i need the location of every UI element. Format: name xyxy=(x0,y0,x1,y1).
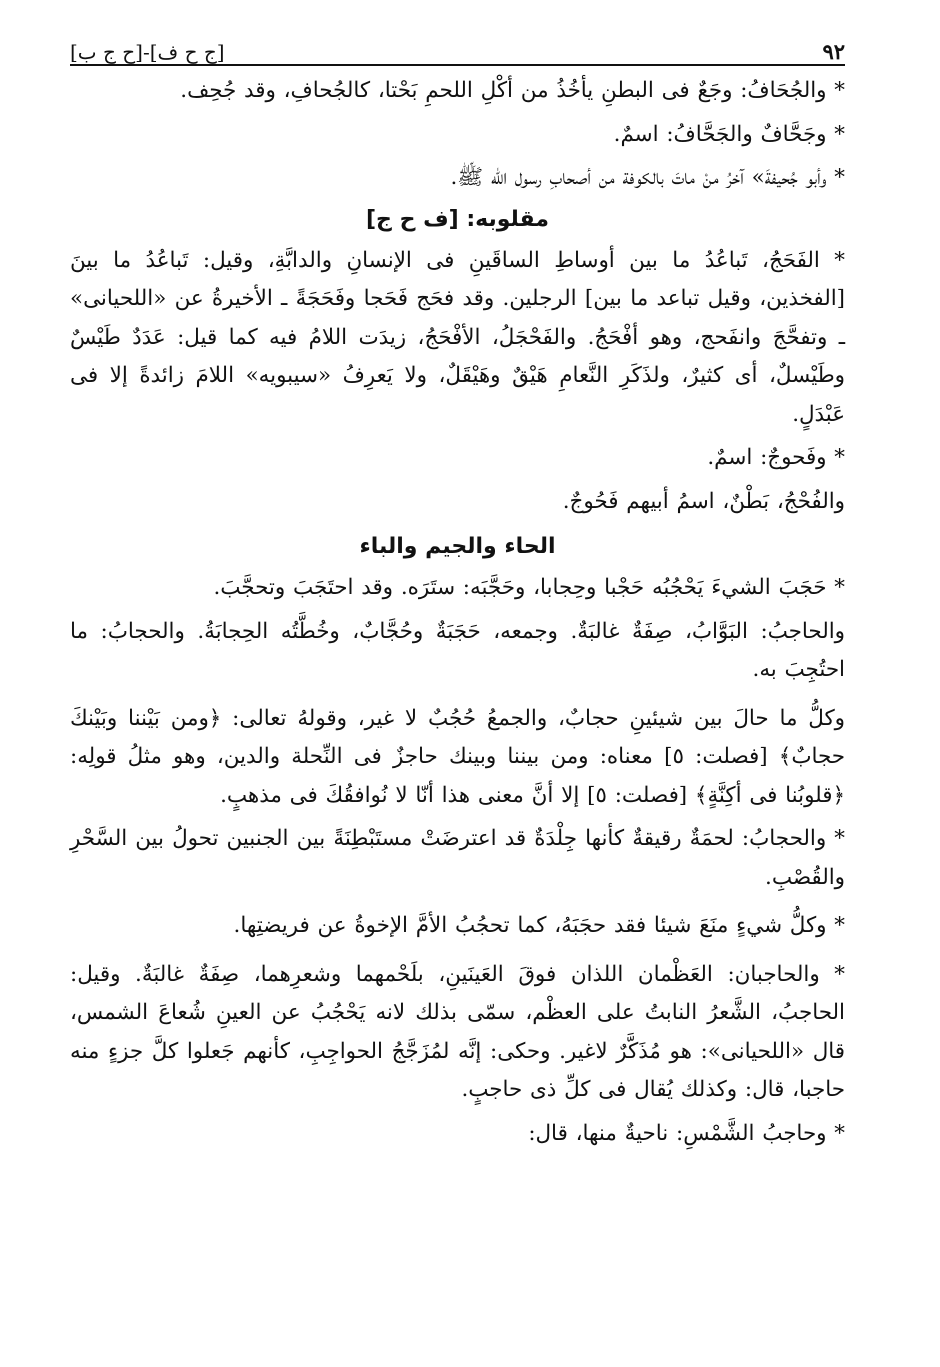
paragraph: * والحاجبان: العَظْمان اللذان فوقَ العَينَينِ، بلَحْمهما وشعرِهما، صِفَةٌ غالبَةٌ. وقيل: الحاجبُ، الشَّعرُ النابتُ على العظْم، سمّى بذلك لانه يَحْجُبُ عن العينِ شُعاعَ الشمس، قال «اللحيانى»: هو مُذَكَّرٌ لاغير. وحكى: إنَّه لمُزَجَّجُ الحواجِبِ، كأنهم جَعلوا كلَّ جزءٍ منه حاجبا، قال: وكذلك يُقال فى كلِّ ذى حاجبٍ. xyxy=(70,961,845,1102)
paragraph: * والجُحَافُ: وجَعٌ فى البطنِ يأخُذُ من أكْلِ اللحمِ بَحْتا، كالجُحافِ، وقد جُحِف. xyxy=(180,78,845,103)
paragraph: وكلُّ ما حالَ بين شيئينِ حجابٌ، والجمعُ حُجُبٌ لا غير، وقولهُ تعالى: ﴿ومن بَيْننا وبَيْنكَ حجابٌ﴾ [فصلت: ٥] معناه: ومن بيننا وبينك حاجزٌ فى النِّحلة والدين، وهو مثلُ قولِه: ﴿قلوبُنا فى أكِنَّةٍ﴾ [فصلت: ٥] إلا أنَّ معنى هذا أنّا لا نُوافقُكَ فى مذهبٍ. xyxy=(70,705,846,808)
paragraph: والحاجبُ: البَوَّابُ، صِفَةٌ غالبَةٌ. وجمعه، حَجَبَةٌ وحُجَّابٌ، وخُطَّتُه الحِجابَةُ. والحجابُ: ما احتُجِبَ به. xyxy=(70,618,845,682)
paragraph: * وأبو جُحيفةَ» آخرُ منْ ماتَ بالكوفة من أصحابِ رسول الله ﷺ. xyxy=(450,165,845,190)
paragraph: * وحاجبُ الشَّمْسِ: ناحيةٌ منها، قال: xyxy=(528,1120,845,1146)
page-body xyxy=(70,72,845,1153)
page xyxy=(70,26,845,1153)
paragraph: * وجَحَّافٌ والجَحَّافُ: اسمٌ. xyxy=(613,121,845,147)
paragraph: * وفَحوجٌ: اسمٌ. xyxy=(707,445,845,470)
running-title: [ج ح ف]-[ح ج ب] xyxy=(70,40,225,64)
section-heading: مقلوبه: [ف ح ج] xyxy=(366,206,549,232)
paragraph: * الفَحَجُ، تَباعُدُ ما بين أوساطِ الساقَينِ فى الإنسانِ والدابَّةِ، وقيل: تَباعُدُ ما بينَ [الفخذين، وقيل تباعد ما بين] الرجلين. وقد فحَج فَحَجا وفَحَجَةً ـ الأخيرةُ عن «اللحيانى» ـ وتفحَّجَ وانفَحج، وهو أفْحَجُ. والفَحْجَلُ، الأفْحَجُ، زيدَت اللامُ فيه كما قيل: عَدَدٌ طَيْسٌ وطَيْسلٌ، أى كثيرٌ، ولذَكَرِ النَّعامِ هَيْقٌ وهَيْقَلٌ، ولا يَعرِفُ «سيبويه» اللامَ زائدةً إلا فى عَبْدَلٍ. xyxy=(70,247,845,427)
section-heading: الحاء والجيم والباء xyxy=(359,534,556,559)
page-header xyxy=(70,26,845,66)
page-number: ٩٢ xyxy=(822,39,845,64)
paragraph: * والحجابُ: لحمَةٌ رقيقةٌ كأنها جِلْدَةٌ قد اعترضَتْ مستَبْطِنَةً بين الجنبين تحولُ بين السَّحْرِ والقُصْبِ. xyxy=(70,826,845,890)
paragraph: * حَجَبَ الشيءَ يَحْجُبُه حَجْبا وحِجابا، وحَجَّبَه: ستَرَه. وقد احتَجَبَ وتحجَّبَ. xyxy=(213,575,845,600)
paragraph: * وكلُّ شيءٍ منَعَ شيئا فقد حجَبَهُ، كما تحجُبُ الأمَّ الإخوةُ عن فريضتِها. xyxy=(233,913,845,938)
paragraph: والفُحْجُ، بَطْنٌ، اسمُ أبيهم فَحُوجٌ. xyxy=(562,488,845,514)
